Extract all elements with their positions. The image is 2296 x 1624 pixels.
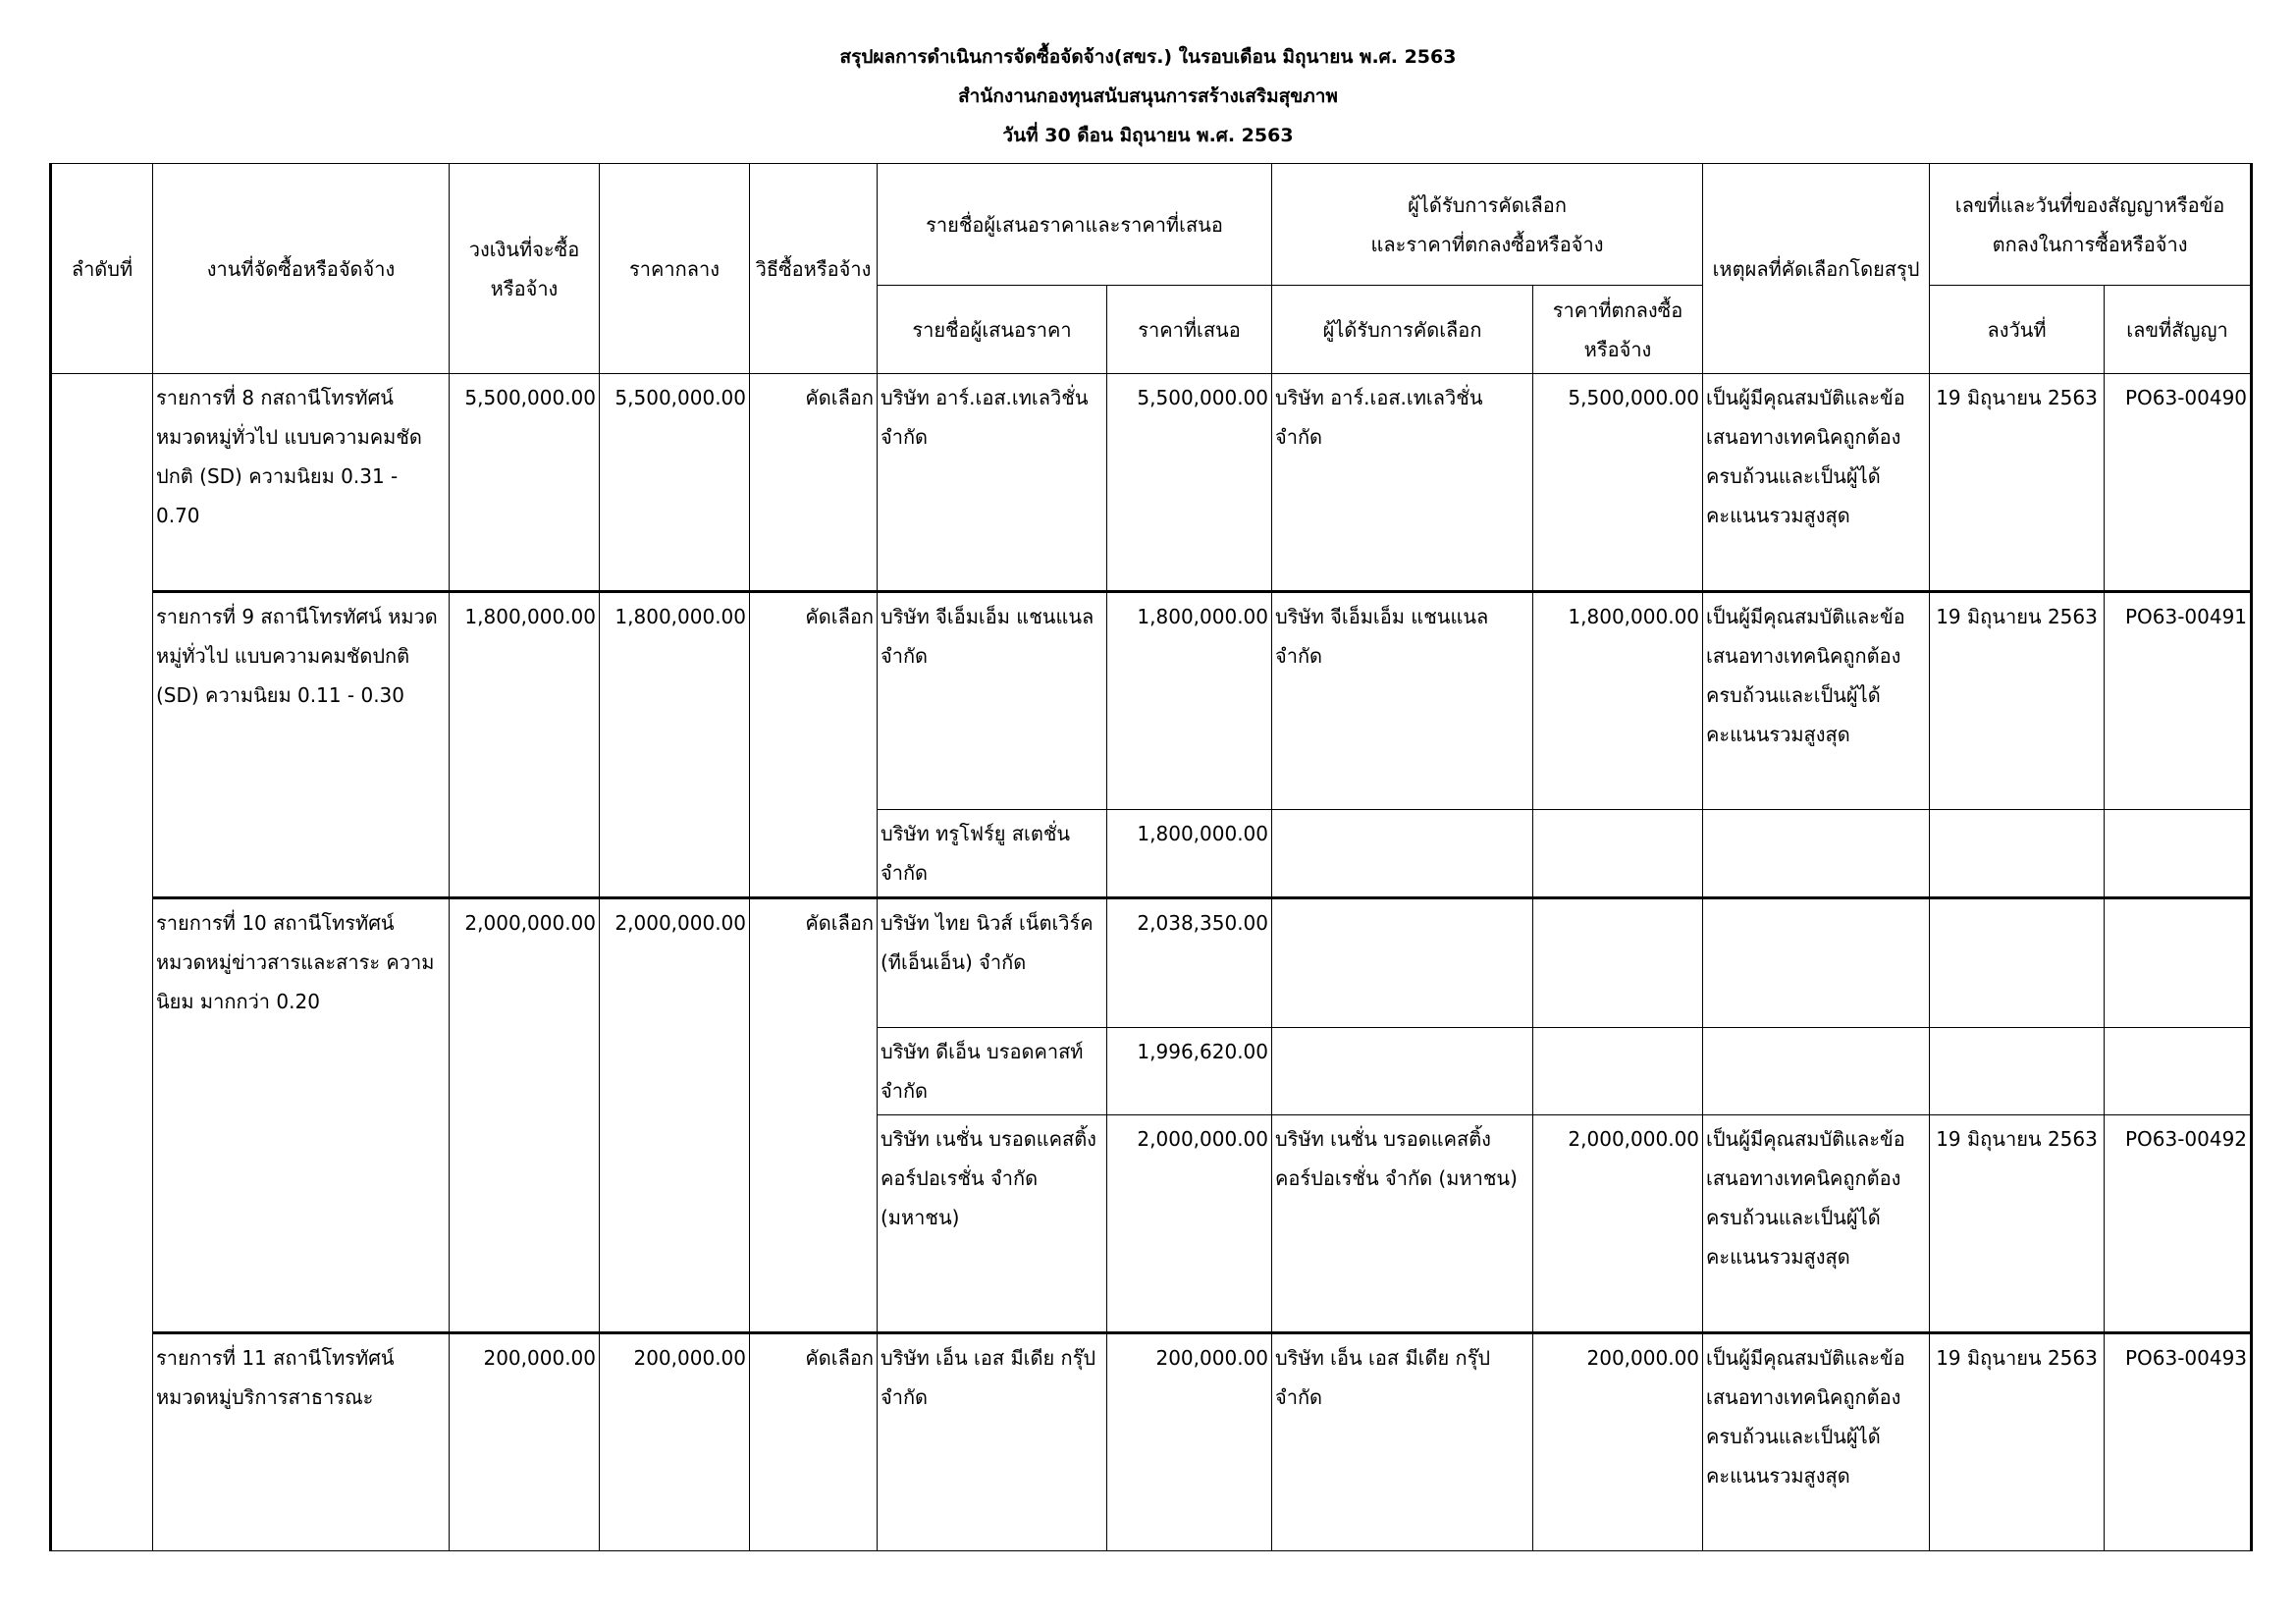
procurement-table	[49, 163, 2253, 1551]
budget-cell: 200,000.00	[450, 1333, 600, 1551]
work-cell: รายการที่ 8 กสถานีโทรทัศน์ หมวดหมู่ทั่วไป แบบความคมชัดปกติ (SD) ความนิยม 0.31 - 0.70	[153, 374, 450, 592]
agreed-price-cell	[1533, 810, 1703, 898]
col-header-seq: ลำดับที่	[51, 164, 153, 374]
selected-name-cell: บริษัท จีเอ็มเอ็ม แชนแนล จำกัด	[1272, 592, 1533, 810]
col-header-bid-price: ราคาที่เสนอ	[1107, 286, 1272, 374]
table-row	[51, 898, 2252, 1028]
method-cell: คัดเลือก	[750, 1333, 878, 1551]
contract-no-cell	[2105, 1028, 2252, 1115]
budget-cell: 2,000,000.00	[450, 898, 600, 1333]
bidder-name-cell: บริษัท ทรูโฟร์ยู สเตชั่น จำกัด	[878, 810, 1107, 898]
bidder-name-cell: บริษัท อาร์.เอส.เทเลวิชั่น จำกัด	[878, 374, 1107, 592]
col-header-selected-name: ผู้ได้รับการคัดเลือก	[1272, 286, 1533, 374]
median-cell: 5,500,000.00	[600, 374, 750, 592]
document-title: สรุปผลการดำเนินการจัดซื้อจัดจ้าง(สขร.) ในรอบเดือน มิถุนายน พ.ศ. 2563	[839, 46, 1457, 68]
table-row	[51, 374, 2252, 592]
agreed-price-cell	[1533, 1028, 1703, 1115]
bid-price-cell: 1,800,000.00	[1107, 810, 1272, 898]
col-header-contract-date: ลงวันที่	[1930, 286, 2105, 374]
method-cell: คัดเลือก	[750, 374, 878, 592]
bid-price-cell: 2,000,000.00	[1107, 1115, 1272, 1333]
method-cell: คัดเลือก	[750, 898, 878, 1333]
bid-price-cell: 200,000.00	[1107, 1333, 1272, 1551]
agreed-price-cell	[1533, 898, 1703, 1028]
table-row	[51, 592, 2252, 810]
col-header-budget: วงเงินที่จะซื้อหรือจ้าง	[450, 164, 600, 374]
document-date: วันที่ 30 ดือน มิถุนายน พ.ศ. 2563	[1002, 125, 1294, 146]
contract-date-cell: 19 มิถุนายน 2563	[1930, 592, 2105, 810]
col-header-method: วิธีซื้อหรือจ้าง	[750, 164, 878, 374]
reason-cell: เป็นผู้มีคุณสมบัติและข้อเสนอทางเทคนิคถูกต้องครบถ้วนและเป็นผู้ได้คะแนนรวมสูงสุด	[1703, 1115, 1930, 1333]
col-header-contract-no: เลขที่สัญญา	[2105, 286, 2252, 374]
work-cell: รายการที่ 9 สถานีโทรทัศน์ หมวดหมู่ทั่วไป แบบความคมชัดปกติ (SD) ความนิยม 0.11 - 0.30	[153, 592, 450, 898]
contract-no-cell	[2105, 898, 2252, 1028]
reason-cell	[1703, 1028, 1930, 1115]
reason-cell: เป็นผู้มีคุณสมบัติและข้อเสนอทางเทคนิคถูกต้องครบถ้วนและเป็นผู้ได้คะแนนรวมสูงสุด	[1703, 1333, 1930, 1551]
contract-date-cell	[1930, 1028, 2105, 1115]
bid-price-cell: 1,800,000.00	[1107, 592, 1272, 810]
reason-cell: เป็นผู้มีคุณสมบัติและข้อเสนอทางเทคนิคถูกต้องครบถ้วนและเป็นผู้ได้คะแนนรวมสูงสุด	[1703, 592, 1930, 810]
selected-name-cell	[1272, 1028, 1533, 1115]
col-header-bidders-group: รายชื่อผู้เสนอราคาและราคาที่เสนอ	[878, 164, 1272, 286]
median-cell: 200,000.00	[600, 1333, 750, 1551]
contract-date-cell: 19 มิถุนายน 2563	[1930, 1115, 2105, 1333]
contract-date-cell	[1930, 898, 2105, 1028]
col-header-agreed-price: ราคาที่ตกลงซื้อหรือจ้าง	[1533, 286, 1703, 374]
agreed-price-cell: 5,500,000.00	[1533, 374, 1703, 592]
selected-name-cell: บริษัท เนชั่น บรอดแคสติ้ง คอร์ปอเรชั่น จำกัด (มหาชน)	[1272, 1115, 1533, 1333]
bid-price-cell: 1,996,620.00	[1107, 1028, 1272, 1115]
agreed-price-cell: 200,000.00	[1533, 1333, 1703, 1551]
selected-name-cell: บริษัท อาร์.เอส.เทเลวิชั่น จำกัด	[1272, 374, 1533, 592]
seq-cell	[51, 374, 153, 1551]
budget-cell: 5,500,000.00	[450, 374, 600, 592]
contract-no-cell: PO63-00492	[2105, 1115, 2252, 1333]
median-cell: 2,000,000.00	[600, 898, 750, 1333]
col-header-work: งานที่จัดซื้อหรือจัดจ้าง	[153, 164, 450, 374]
contract-no-cell: PO63-00490	[2105, 374, 2252, 592]
bidder-name-cell: บริษัท ไทย นิวส์ เน็ตเวิร์ค (ทีเอ็นเอ็น) จำกัด	[878, 898, 1107, 1028]
agreed-price-cell: 1,800,000.00	[1533, 592, 1703, 810]
procurement-rows	[51, 374, 2252, 1551]
bid-price-cell: 2,038,350.00	[1107, 898, 1272, 1028]
document-header	[0, 37, 2296, 155]
agency-name: สำนักงานกองทุนสนับสนุนการสร้างเสริมสุขภาพ	[958, 85, 1338, 107]
col-header-selected-group-line1: ผู้ได้รับการคัดเลือก	[1408, 192, 1567, 217]
contract-date-cell: 19 มิถุนายน 2563	[1930, 374, 2105, 592]
selected-name-cell: บริษัท เอ็น เอส มีเดีย กรุ๊ป จำกัด	[1272, 1333, 1533, 1551]
col-header-selected-group-line2: และราคาที่ตกลงซื้อหรือจ้าง	[1370, 232, 1604, 256]
bidder-name-cell: บริษัท จีเอ็มเอ็ม แชนแนล จำกัด	[878, 592, 1107, 810]
work-cell: รายการที่ 10 สถานีโทรทัศน์ หมวดหมู่ข่าวสารและสาระ ความนิยม มากกว่า 0.20	[153, 898, 450, 1333]
method-cell: คัดเลือก	[750, 592, 878, 898]
bidder-name-cell: บริษัท ดีเอ็น บรอดคาสท์ จำกัด	[878, 1028, 1107, 1115]
col-header-selected-group	[1272, 164, 1703, 286]
contract-no-cell	[2105, 810, 2252, 898]
contract-no-cell: PO63-00491	[2105, 592, 2252, 810]
reason-cell	[1703, 810, 1930, 898]
bidder-name-cell: บริษัท เนชั่น บรอดแคสติ้ง คอร์ปอเรชั่น จำกัด (มหาชน)	[878, 1115, 1107, 1333]
selected-name-cell	[1272, 810, 1533, 898]
col-header-contract-group: เลขที่และวันที่ของสัญญาหรือข้อตกลงในการซื้อหรือจ้าง	[1930, 164, 2252, 286]
bid-price-cell: 5,500,000.00	[1107, 374, 1272, 592]
contract-no-cell: PO63-00493	[2105, 1333, 2252, 1551]
median-cell: 1,800,000.00	[600, 592, 750, 898]
agreed-price-cell: 2,000,000.00	[1533, 1115, 1703, 1333]
col-header-bidder-name: รายชื่อผู้เสนอราคา	[878, 286, 1107, 374]
selected-name-cell	[1272, 898, 1533, 1028]
contract-date-cell	[1930, 810, 2105, 898]
work-cell: รายการที่ 11 สถานีโทรทัศน์ หมวดหมู่บริการสาธารณะ	[153, 1333, 450, 1551]
reason-cell: เป็นผู้มีคุณสมบัติและข้อเสนอทางเทคนิคถูกต้องครบถ้วนและเป็นผู้ได้คะแนนรวมสูงสุด	[1703, 374, 1930, 592]
bidder-name-cell: บริษัท เอ็น เอส มีเดีย กรุ๊ป จำกัด	[878, 1333, 1107, 1551]
reason-cell	[1703, 898, 1930, 1028]
table-row	[51, 1333, 2252, 1551]
contract-date-cell: 19 มิถุนายน 2563	[1930, 1333, 2105, 1551]
budget-cell: 1,800,000.00	[450, 592, 600, 898]
col-header-reason: เหตุผลที่คัดเลือกโดยสรุป	[1703, 164, 1930, 374]
col-header-median: ราคากลาง	[600, 164, 750, 374]
